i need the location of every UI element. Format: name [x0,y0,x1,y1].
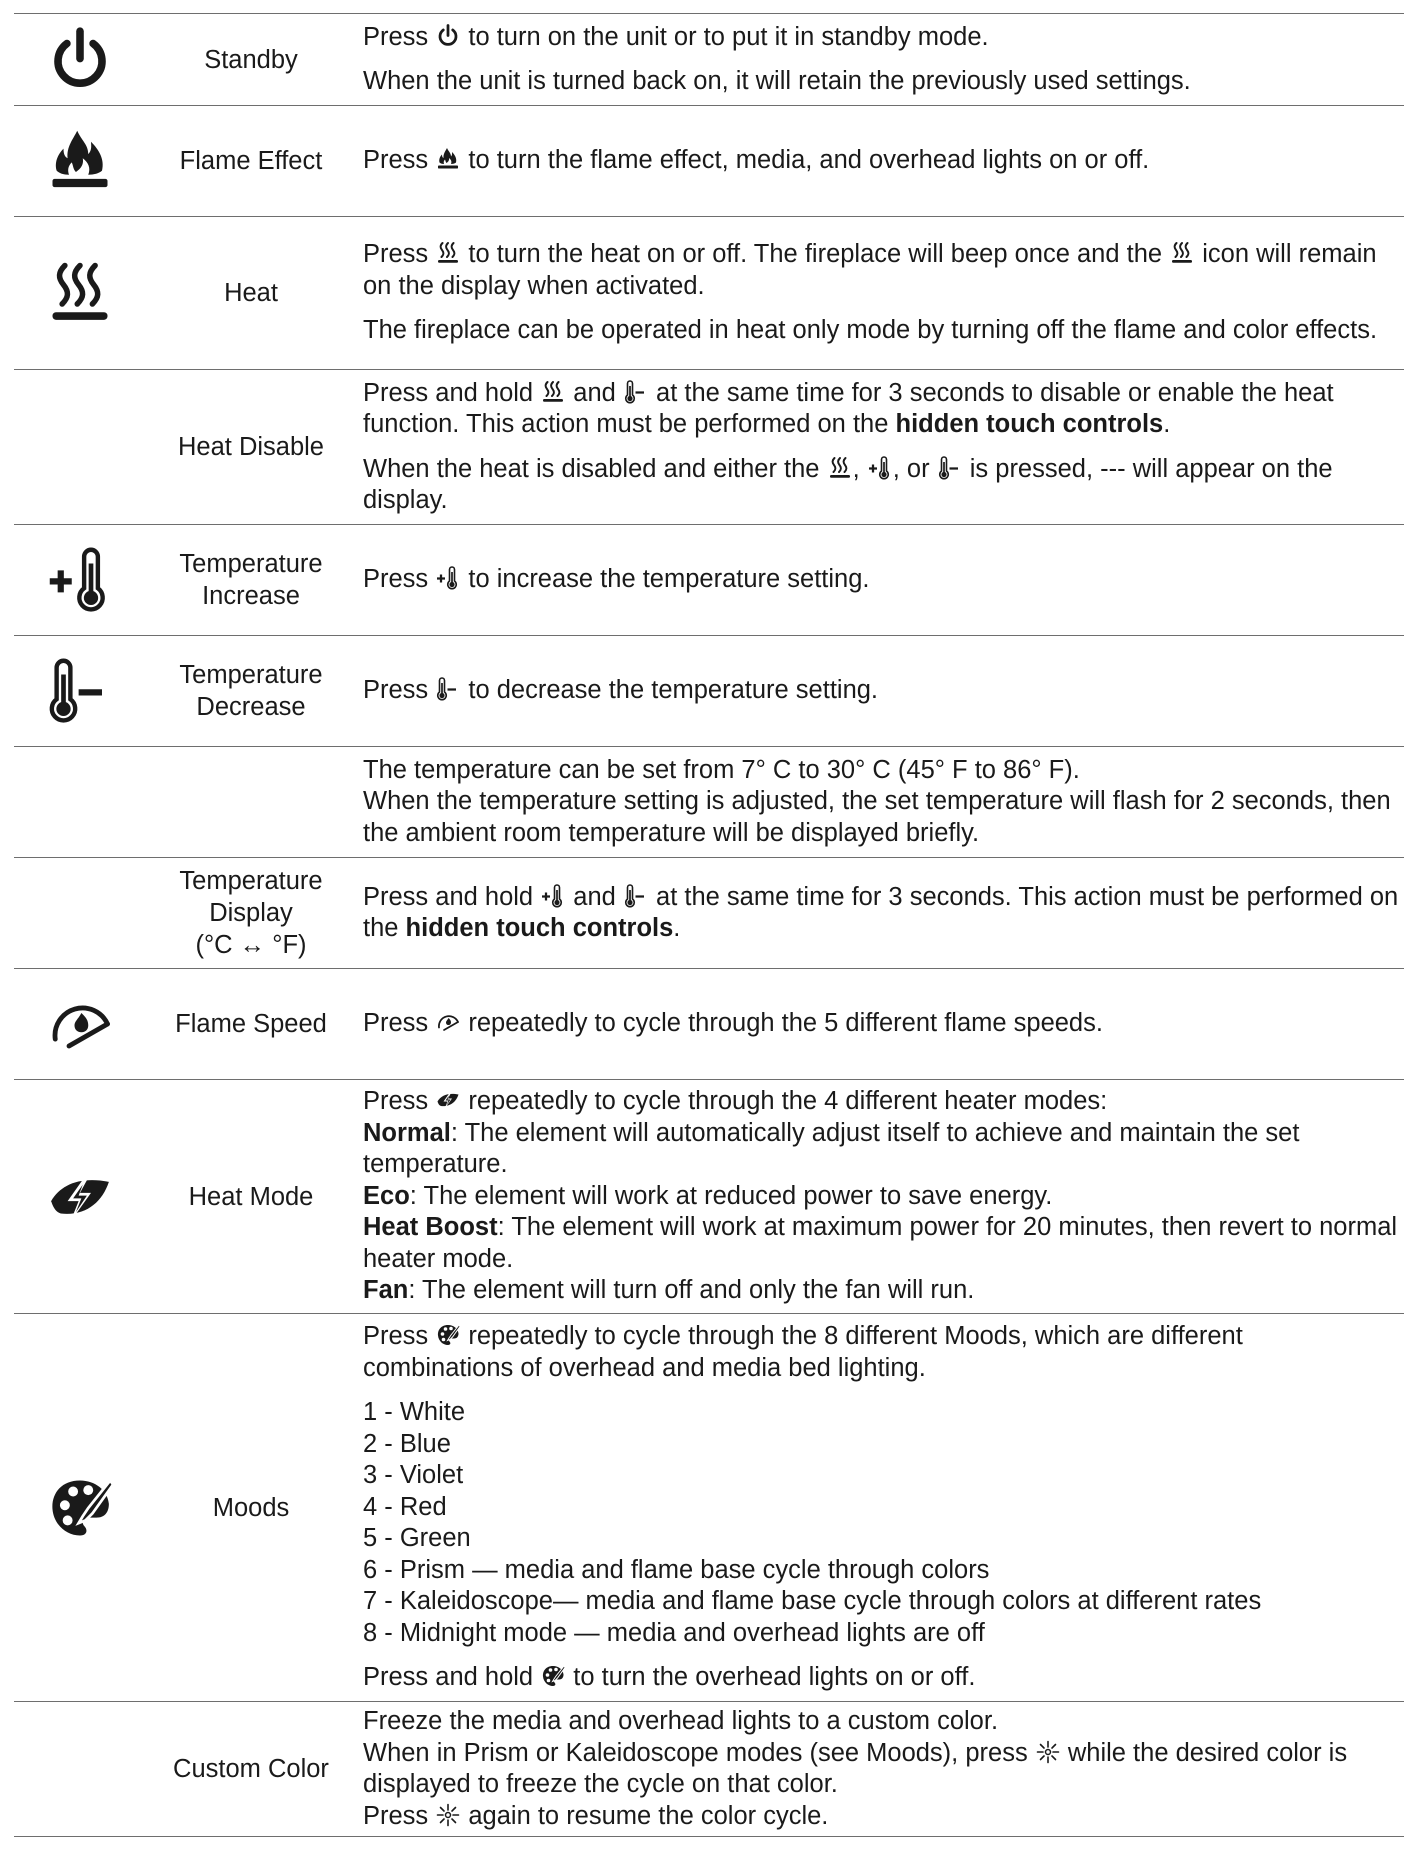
control-description: The temperature can be set from 7° C to 30° C (45° F to 86° F). When the temperature setting is adjusted, the set temperature will flash for 2 seconds, then the ambient room temperature will be displayed briefly. [363,755,1391,847]
row-temperature-decrease [14,635,1404,746]
list-item: 1 - White [363,1398,466,1427]
list-item: 6 - Prism — media and flame base cycle through colors [363,1555,990,1584]
heat-mode-icon [47,1164,113,1230]
moods-palette-icon [541,1664,565,1688]
control-name: Heat Mode [188,1182,314,1211]
temperature-minus-icon [624,380,648,404]
temperature-plus-icon [47,547,113,613]
row-custom-color [14,1701,1404,1837]
control-description: Press repeatedly to cycle through the 4 different heater modes: Normal: The element will automatically adjust itself to achieve and maintain the set temperature. Eco: The element will work at reduced power to save energy. Heat Boost: The element will work at maximum power for 20 minutes, then revert to normal heater mode. Fan: The element will turn off and only the fan will run. [363,1087,1398,1305]
control-name: Temperature Increase [179,550,323,610]
control-description: Press and hold and at the same time for 3 seconds to disable or enable the heat function. This action must be performed on the hidden touch controls. When the heat is disabled and either the , , or is pressed, --- will appear on the display. [363,378,1334,514]
control-description: Press to decrease the temperature setting. [363,676,879,705]
control-name: Heat [224,279,278,307]
temperature-plus-icon [436,566,460,590]
temperature-minus-icon [624,884,648,908]
temperature-plus-icon [541,884,565,908]
sparkle-icon [436,1803,460,1827]
heat-icon [1170,241,1194,265]
moods-palette-icon [436,1323,460,1347]
control-description: Press to increase the temperature setting. [363,565,870,594]
row-temperature-range [14,746,1404,857]
heat-icon [436,241,460,265]
row-heat [14,216,1404,369]
row-temperature-display [14,857,1404,968]
controls-table [14,13,1404,1837]
list-item: 8 - Midnight mode — media and overhead lights are off [363,1618,985,1647]
list-item: 4 - Red [363,1492,447,1521]
power-icon [436,24,460,48]
list-item: 5 - Green [363,1524,471,1553]
row-heat-mode [14,1079,1404,1313]
heat-icon [541,380,565,404]
control-description: Press to turn the flame effect, media, and overhead lights on or off. [363,146,1150,175]
list-item: 2 - Blue [363,1429,451,1458]
temperature-minus-icon [436,677,460,701]
control-name: Flame Effect [179,147,323,175]
row-moods [14,1313,1404,1701]
flame-speed-icon [436,1010,460,1034]
temperature-minus-icon [938,456,962,480]
heat-mode-icon [436,1088,460,1112]
flame-icon [436,147,460,171]
control-name: Standby [204,45,298,74]
sparkle-icon [1036,1740,1060,1764]
control-name: Custom Color [173,1755,329,1783]
row-flame-effect [14,105,1404,216]
control-name: Moods [212,1493,290,1522]
control-name: Temperature Decrease [179,661,323,721]
row-temperature-increase [14,524,1404,635]
row-flame-speed [14,968,1404,1079]
temperature-plus-icon [868,456,892,480]
heat-icon [828,456,852,480]
control-description: Press repeatedly to cycle through the 5 different flame speeds. [363,1009,1103,1038]
row-standby [14,13,1404,105]
flame-speed-icon [47,991,113,1057]
temperature-minus-icon [47,658,113,724]
control-description: Press repeatedly to cycle through the 8 different Moods, which are different combinations of overhead and media bed lighting. 1 - White 2 - Blue 3 - Violet 4 - Red 5 - Green 6 - Prism — media and flame base cycle through colors 7 - Kaleidoscope— media and flame base cycle through colors at different rates 8 - Midnight mode — media and overhead lights are off Press and hold to turn the overhead lights on or off. [356,1321,1404,1694]
control-description: Press and hold and at the same time for 3 seconds. This action must be performed on the hidden touch controls. [363,882,1399,942]
control-name: Heat Disable [178,433,324,461]
control-description: Press to turn the heat on or off. The fireplace will beep once and the icon will remain on the display when activated. The fireplace can be operated in heat only mode by turning off the flame and color effects. [363,240,1378,345]
control-name: Temperature Display (°C ↔ °F) [179,867,323,959]
mood-list [363,1397,1400,1649]
control-description: Freeze the media and overhead lights to a custom color. When in Prism or Kaleidoscope modes (see Moods), press while the desired color is displayed to freeze the cycle on that color. Press again to resume the color cycle. [363,1707,1348,1830]
control-description: Press to turn on the unit or to put it in standby mode. When the unit is turned back on, it will retain the previously used settings. [363,22,1191,95]
list-item: 3 - Violet [363,1461,464,1490]
row-heat-disable [14,369,1404,524]
power-icon [47,27,113,93]
list-item: 7 - Kaleidoscope— media and flame base cycle through colors at different rates [363,1587,1262,1616]
heat-icon [47,260,113,326]
moods-palette-icon [47,1475,113,1541]
flame-icon [47,128,113,194]
control-name: Flame Speed [175,1010,327,1038]
